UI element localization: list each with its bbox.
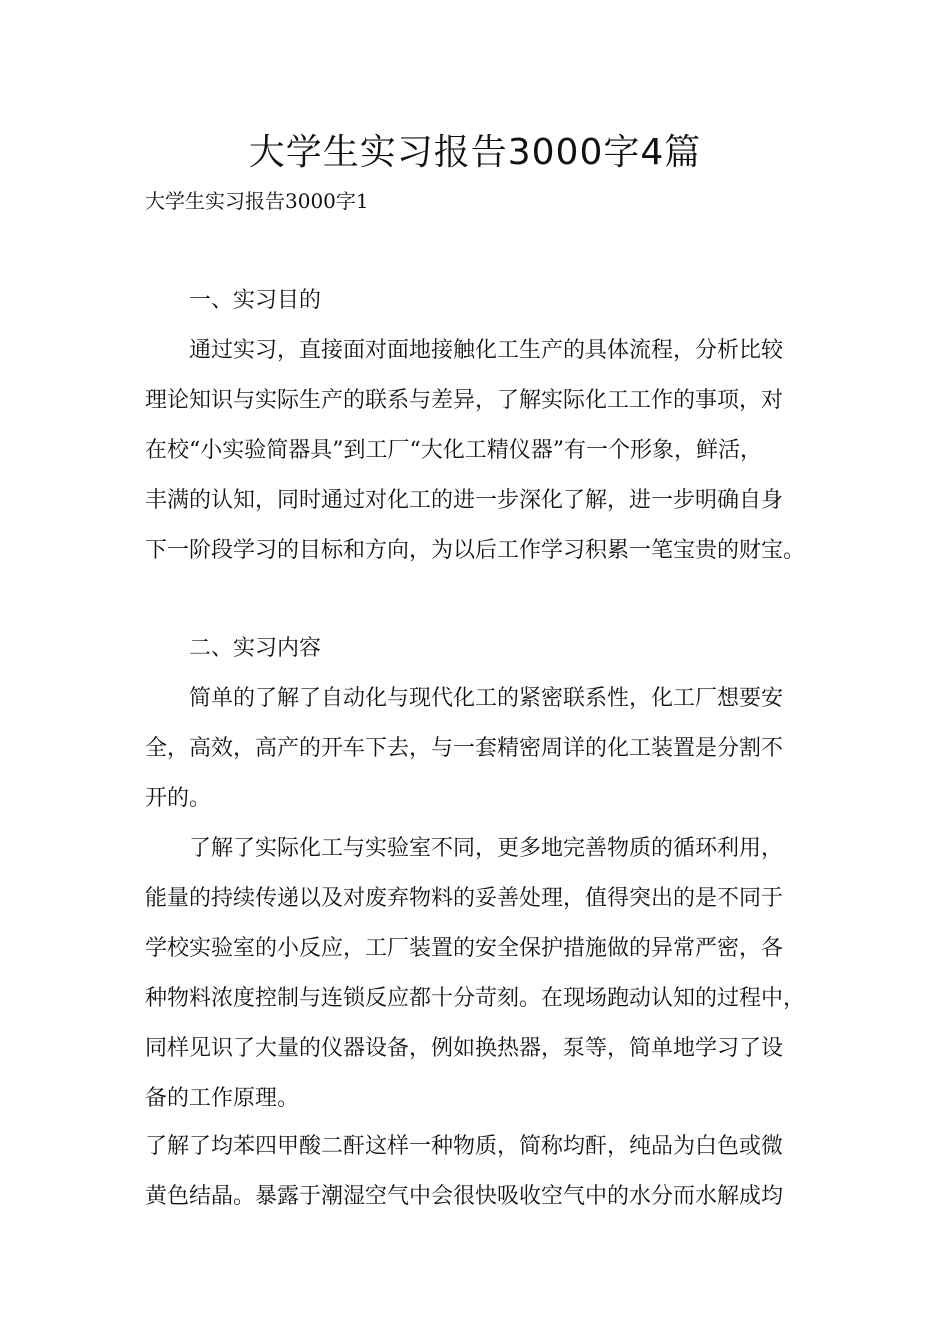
paragraph-line: 种物料浓度控制与连锁反应都十分苛刻。在现场跑动认知的过程中，	[145, 986, 806, 1011]
paragraph-line: 在校“小实验简器具”到工厂“大化工精仪器”有一个形象，鲜活，	[145, 438, 762, 463]
paragraph-line: 同样见识了大量的仪器设备，例如换热器，泵等，简单地学习了设	[145, 1036, 784, 1061]
paragraph-line: 全，高效，高产的开车下去，与一套精密周详的化工装置是分割不	[145, 736, 784, 761]
paragraph-line: 简单的了解了自动化与现代化工的紧密联系性，化工厂想要安	[189, 686, 784, 711]
section-heading-purpose: 一、实习目的	[189, 288, 322, 313]
paragraph-line: 黄色结晶。暴露于潮湿空气中会很快吸收空气中的水分而水解成均	[145, 1184, 784, 1209]
paragraph-line: 了解了均苯四甲酸二酐这样一种物质，简称均酐，纯品为白色或微	[145, 1134, 784, 1159]
paragraph-line: 能量的持续传递以及对废弃物料的妥善处理，值得突出的是不同于	[145, 886, 784, 911]
paragraph-line: 备的工作原理。	[145, 1086, 300, 1111]
paragraph-line: 下一阶段学习的目标和方向，为以后工作学习积累一笔宝贵的财宝。	[145, 538, 806, 563]
paragraph-line: 学校实验室的小反应，工厂装置的安全保护措施做的异常严密，各	[145, 936, 784, 961]
section-heading-content: 二、实习内容	[189, 636, 322, 661]
paragraph-line: 开的。	[145, 786, 212, 811]
paragraph-line: 通过实习，直接面对面地接触化工生产的具体流程，分析比较	[189, 338, 784, 363]
document-title: 大学生实习报告3000字4篇	[248, 132, 702, 173]
paragraph-line: 理论知识与实际生产的联系与差异，了解实际化工工作的事项，对	[145, 388, 784, 413]
report-subtitle: 大学生实习报告3000字1	[145, 189, 369, 213]
paragraph-line: 丰满的认知，同时通过对化工的进一步深化了解，进一步明确自身	[145, 488, 784, 513]
paragraph-line: 了解了实际化工与实验室不同，更多地完善物质的循环利用，	[189, 836, 784, 861]
